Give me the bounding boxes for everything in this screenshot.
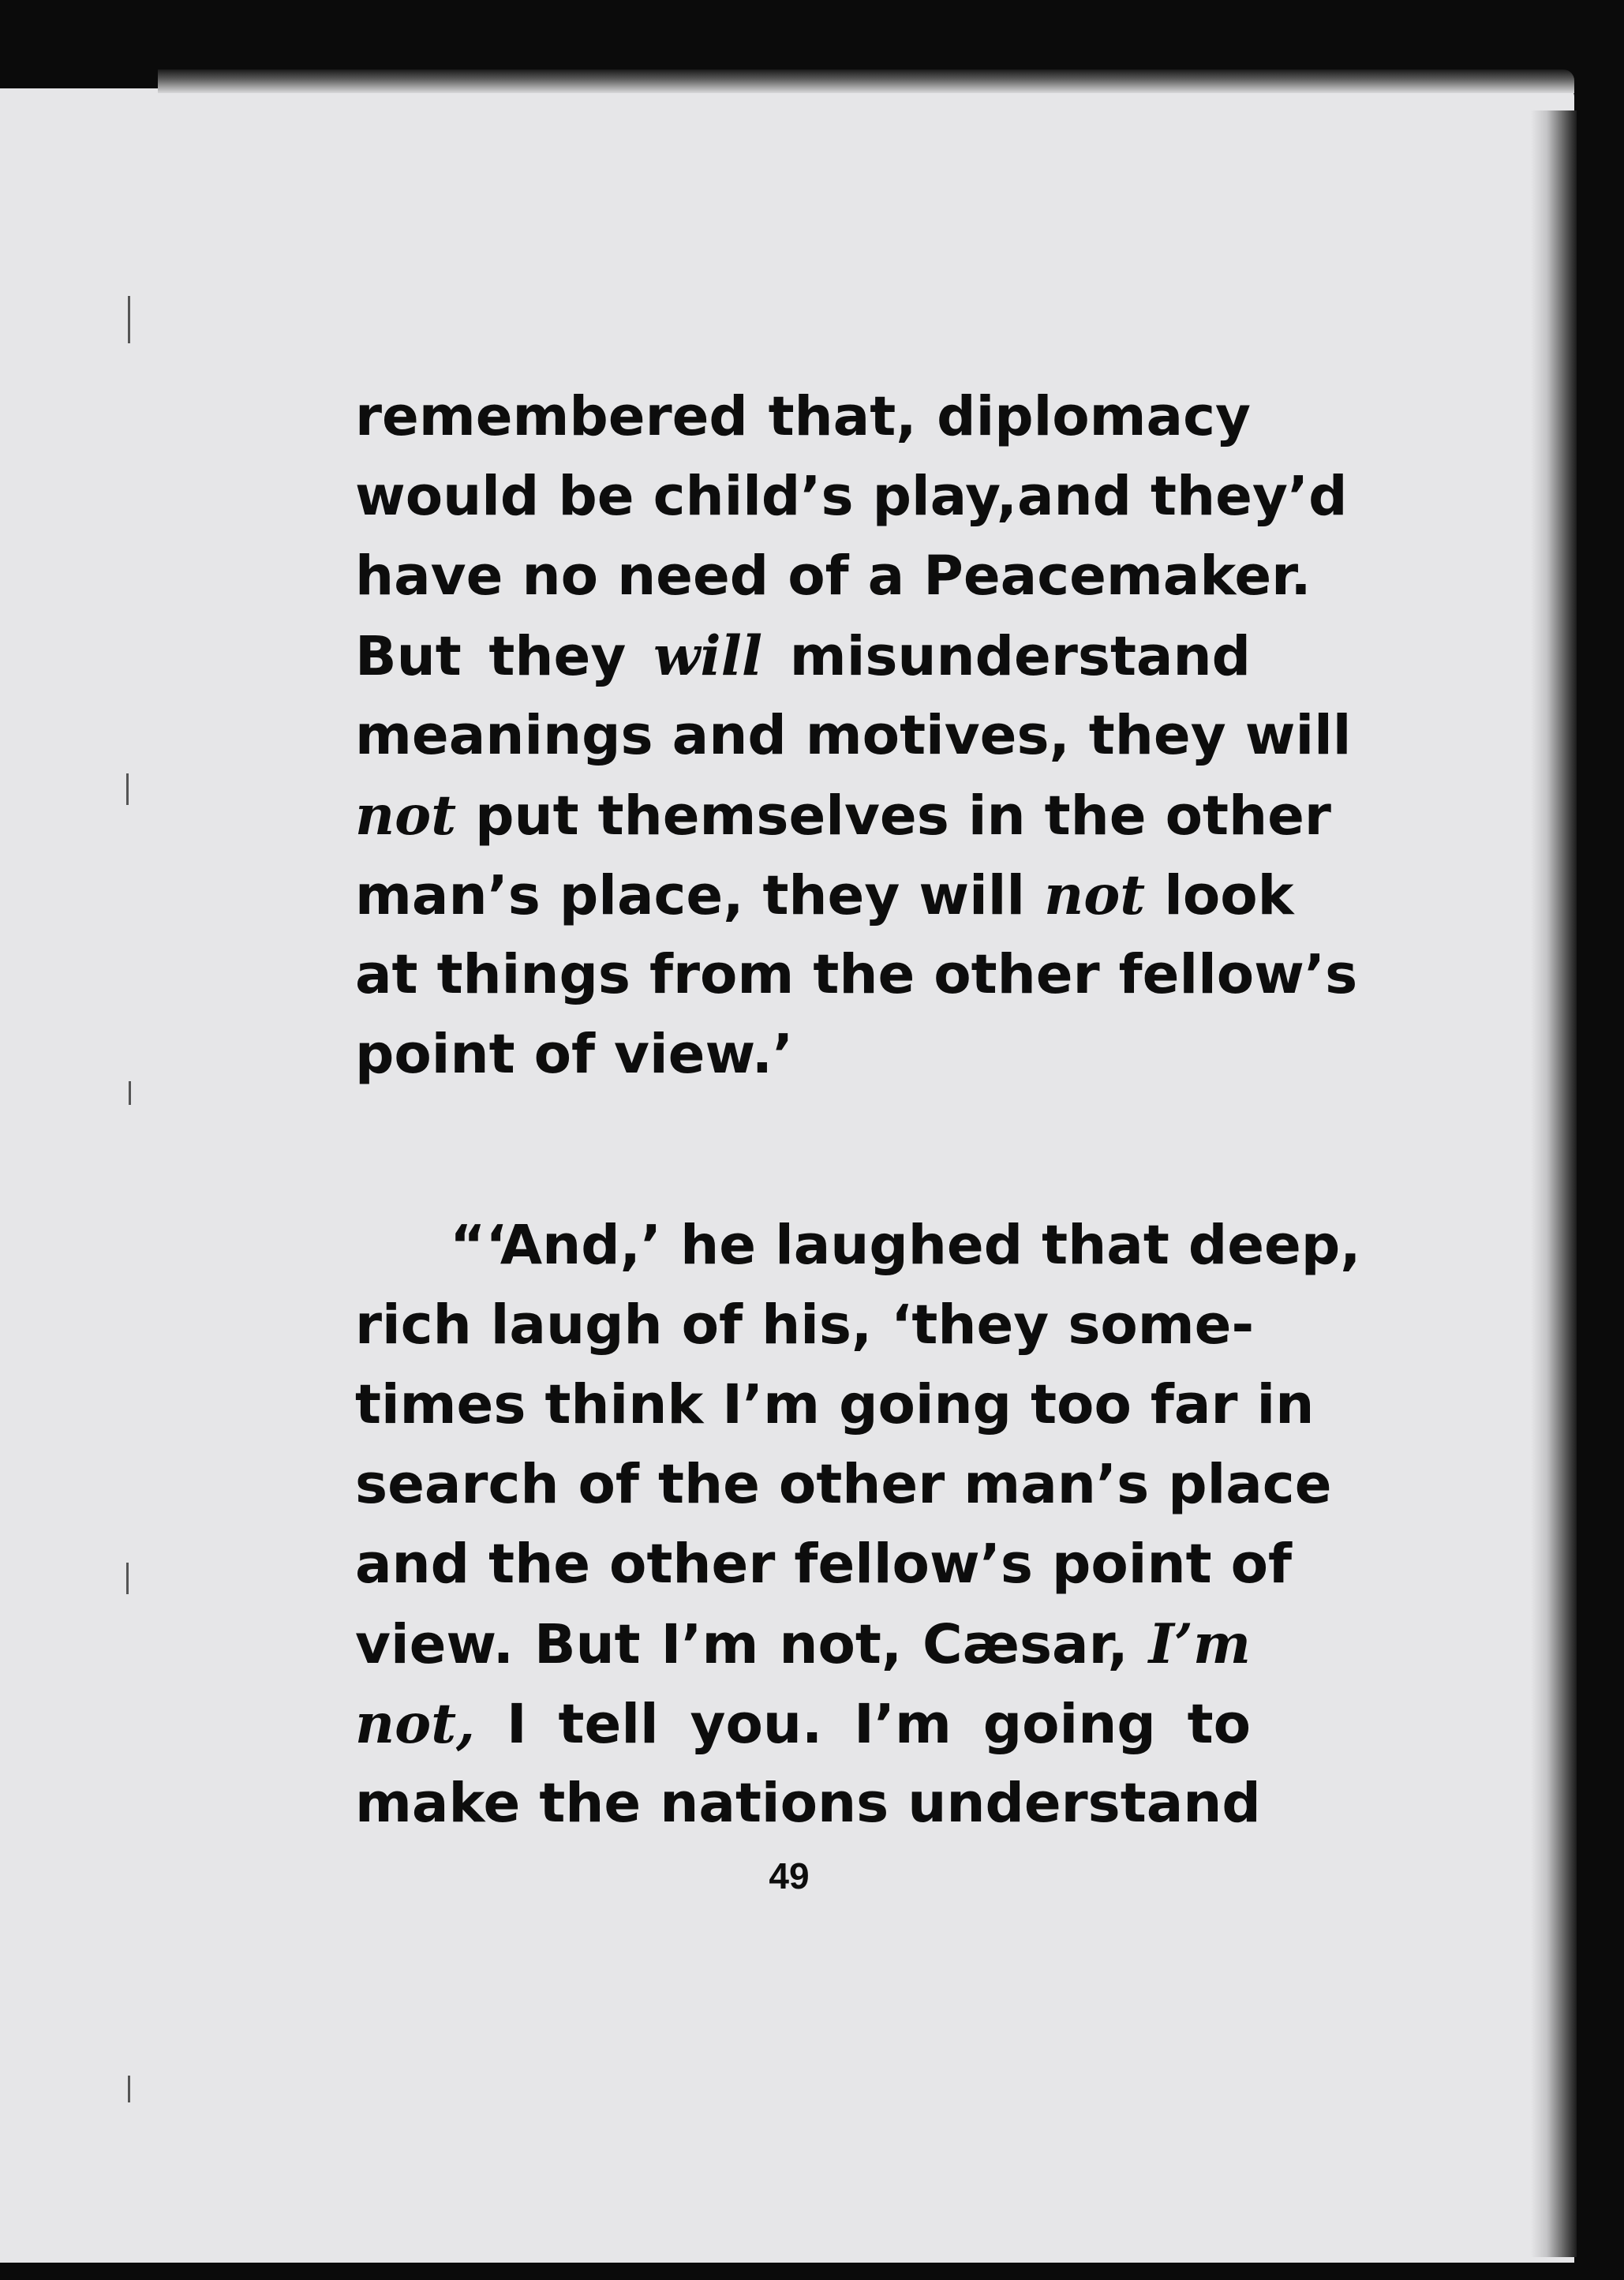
word: laughed <box>775 1214 1023 1277</box>
word: themselves <box>597 784 949 848</box>
word: things <box>436 943 631 1006</box>
word: that, <box>768 385 917 448</box>
word: deep, <box>1188 1214 1361 1277</box>
word: man’s <box>964 1453 1150 1516</box>
word: view. <box>355 1613 514 1676</box>
gutter-mark <box>126 773 129 805</box>
word: that <box>1042 1214 1169 1277</box>
italic-word: I’m <box>1148 1612 1251 1676</box>
word: meanings <box>355 704 653 767</box>
word: his, <box>761 1293 873 1357</box>
word: and <box>355 1533 470 1596</box>
word: a <box>867 545 905 608</box>
word: the <box>657 1453 760 1516</box>
word: the <box>813 943 915 1006</box>
gutter-mark <box>126 1563 129 1594</box>
text-line <box>355 537 1312 616</box>
word: from <box>649 943 795 1006</box>
word: other <box>934 943 1100 1006</box>
text-line <box>355 1764 1261 1844</box>
word: have <box>355 545 503 608</box>
word: the <box>539 1772 642 1835</box>
paragraph-gap <box>355 1095 1251 1206</box>
word: man’s <box>355 864 541 927</box>
word: other <box>778 1453 945 1516</box>
word: Peacemaker. <box>923 545 1312 608</box>
word: place, <box>559 864 744 927</box>
word: I’m <box>854 1693 952 1756</box>
italic-word: will <box>653 624 763 688</box>
word: in <box>1256 1373 1315 1436</box>
text-line <box>355 1684 1251 1764</box>
word: But <box>533 1613 641 1676</box>
word: laugh <box>490 1293 663 1357</box>
text-line <box>355 1206 1361 1286</box>
word: place <box>1168 1453 1332 1516</box>
word: in <box>967 784 1026 848</box>
word: to <box>1187 1693 1251 1756</box>
word: need <box>617 545 769 608</box>
text-line <box>355 1365 1315 1445</box>
page-number: 49 <box>769 1855 810 1896</box>
word: other <box>1165 784 1331 848</box>
word: he <box>680 1214 757 1277</box>
text-line <box>355 1015 1251 1095</box>
word: think <box>544 1373 704 1436</box>
word: point <box>1052 1533 1212 1596</box>
word: “‘And,’ <box>355 1214 662 1277</box>
word: too <box>1031 1373 1132 1436</box>
word: of view.’ <box>533 1023 794 1086</box>
word: remembered <box>355 385 748 448</box>
italic-word: not, <box>355 1692 476 1756</box>
word: I’m <box>660 1613 759 1676</box>
page-right-edge-shadow <box>1531 110 1577 2257</box>
word: fellow’s <box>794 1533 1033 1596</box>
body-text <box>355 377 1361 1844</box>
word: But <box>355 625 462 688</box>
word: search <box>355 1453 559 1516</box>
word: fellow’s <box>1118 943 1358 1006</box>
text-line <box>355 457 1348 537</box>
word: other <box>609 1533 776 1596</box>
gutter-mark <box>128 2076 130 2102</box>
word: Cæsar, <box>922 1613 1128 1676</box>
word: of <box>578 1453 639 1516</box>
word: make <box>355 1772 521 1835</box>
word: diplomacy <box>937 385 1251 448</box>
text-line <box>355 616 1251 696</box>
text-line <box>355 1604 1251 1684</box>
word: times <box>355 1373 526 1436</box>
word: I’m <box>722 1373 821 1436</box>
word: not, <box>779 1613 903 1676</box>
text-line <box>355 776 1331 855</box>
word: at <box>355 943 418 1006</box>
word: the <box>488 1533 591 1596</box>
word: far <box>1150 1373 1238 1436</box>
word: put <box>475 784 579 848</box>
word: they <box>1088 704 1226 767</box>
paragraph <box>355 1206 1361 1844</box>
word: will <box>1244 704 1352 767</box>
word: the <box>1044 784 1147 848</box>
word: ‘they <box>891 1293 1050 1357</box>
word: nations <box>660 1772 889 1835</box>
word: they <box>762 864 900 927</box>
text-line <box>355 1286 1255 1365</box>
word: you. <box>690 1693 823 1756</box>
word: going <box>982 1693 1156 1756</box>
word: play,and <box>872 465 1132 528</box>
word: motives, <box>805 704 1070 767</box>
word: they <box>488 625 627 688</box>
gutter-mark <box>128 296 130 343</box>
word: of <box>1230 1533 1293 1596</box>
word: they’d <box>1151 465 1348 528</box>
word: and <box>672 704 787 767</box>
word: tell <box>558 1693 659 1756</box>
word: understand <box>907 1772 1261 1835</box>
word: will <box>919 864 1026 927</box>
gutter-mark <box>129 1081 131 1105</box>
word: of <box>788 545 849 608</box>
text-line <box>355 1525 1293 1604</box>
word: would <box>355 465 540 528</box>
text-line <box>355 935 1358 1015</box>
italic-word: not <box>1044 863 1146 927</box>
word: misunderstand <box>789 625 1252 688</box>
word: going <box>839 1373 1012 1436</box>
word: of <box>681 1293 743 1357</box>
word: be <box>558 465 634 528</box>
word: look <box>1164 864 1294 927</box>
text-line <box>355 1445 1332 1525</box>
word: I <box>506 1693 527 1756</box>
word: point <box>355 1023 515 1086</box>
word: rich <box>355 1293 472 1357</box>
text-line <box>355 696 1352 776</box>
text-line <box>355 855 1294 935</box>
paragraph <box>355 377 1358 1095</box>
italic-word: not <box>355 784 457 848</box>
text-line <box>355 377 1251 457</box>
page-top-edge-shadow <box>158 69 1574 93</box>
word: no <box>522 545 599 608</box>
word: some- <box>1068 1293 1255 1357</box>
word: child’s <box>653 465 854 528</box>
